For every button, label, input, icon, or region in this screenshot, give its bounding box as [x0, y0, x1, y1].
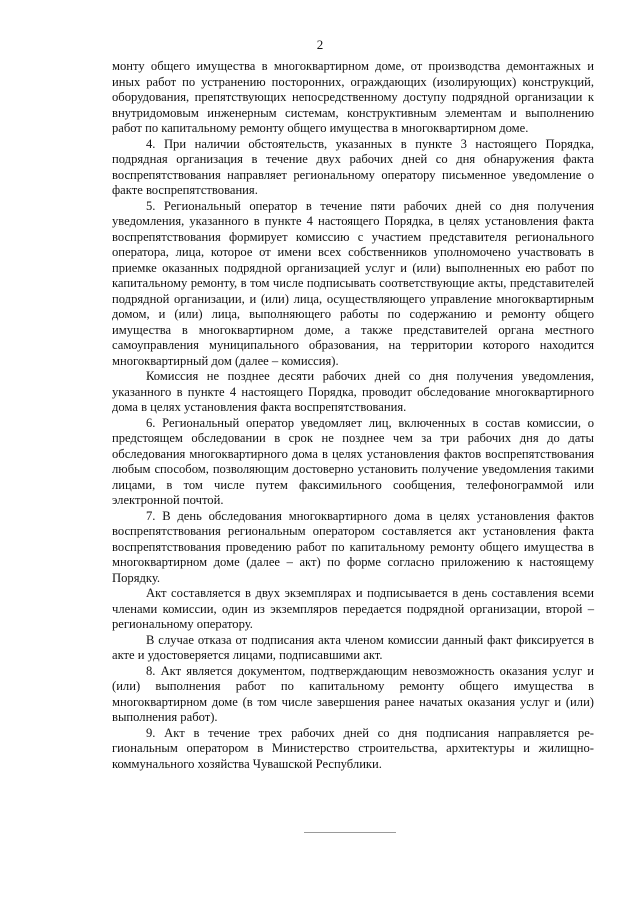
paragraph-item-5: 5. Региональный оператор в течение пяти рабочих дней со дня получения уведомления, указанного в пункте 4 настоящего Порядка, в целях установления факта воспрепятствования формирует комиссию с участием представителя регионального оператора, лица, которое от имени всех собственников уполномочено участвовать в приемке оказанных подрядной организацией услуг и (или) выполненных ею работ по капитальному ремонту, в том числе подписывать соответствующие акты, представителей подрядной организации, и (или) лица, осуществляющего управление многоквартирным домом, и (или) лица, выполняющего работы по содержанию и ремонту общего имущества в многоквартирном доме, а также представителей органа местного самоуправления муниципального образования, на территории которого находится многоквартирный дом (далее – комиссия).	[112, 198, 594, 368]
document-body	[112, 59, 594, 772]
paragraph-item-9: 9. Акт в течение трех рабочих дней со дня подписания направляется региональным оператором в Министерство строительства, архитектуры и жилищно-коммунального хозяйства Чувашской Республики.	[112, 725, 594, 771]
paragraph-refusal-to-sign: В случае отказа от подписания акта членом комиссии данный факт фиксируется в акте и удостоверяется лицами, подписавшими акт.	[112, 632, 594, 662]
paragraph-item-7: 7. В день обследования многоквартирного дома в целях установления фактов воспрепятствования региональным оператором составляется акт установления факта воспрепятствования проведению работ по капитальному ремонту общего имущества в многоквартирном доме (далее – акт) по форме согласно приложению к настоящему Порядку.	[112, 508, 594, 585]
paragraph-act-copies: Акт составляется в двух экземплярах и подписывается в день составления всеми членами комиссии, один из экземпляров передается подрядной организации, второй – региональному оператору.	[112, 586, 594, 631]
paragraph-item-8: 8. Акт является документом, подтверждающим невозможность оказания услуг и (или) выполнения работ по капитальному ремонту общего имущества в многоквартирном доме (в том числе завершения ранее начатых оказания услуг и (или) выполнения работ).	[112, 663, 594, 724]
paragraph-item-4: 4. При наличии обстоятельств, указанных в пункте 3 настоящего Порядка, подрядная организация в течение двух рабочих дней со дня обнаружения факта воспрепятствования направляет региональному оператору письменное уведомление о факте воспрепятствования.	[112, 136, 594, 197]
paragraph-item-6: 6. Региональный оператор уведомляет лиц, включенных в состав комиссии, о предстоящем обследовании в срок не позднее чем за три рабочих дня до даты обследования многоквартирного дома в целях установления фактов воспрепятствования любым способом, позволяющим достоверно установить получение уведомления такими лицами, в том числе путем факсимильного сообщения, телефонограммой или электронной почтой.	[112, 415, 594, 507]
footer-divider	[304, 832, 396, 833]
paragraph-commission-inspection: Комиссия не позднее десяти рабочих дней со дня получения уведомления, указанного в пункте 4 настоящего Порядка, проводит обследование многоквартирного дома в целях установления факта воспрепятствования.	[112, 369, 594, 414]
page-number: 2	[316, 37, 324, 52]
paragraph-continuation: монту общего имущества в многоквартирном доме, от производства демонтажных и иных работ по устранению посторонних, ограждающих (изолирующих) конструкций, оборудования, препятствующих непосредственному доступу подрядной организации к внутридомовым инженерным системам, конструктивным элементам и выполнению работ по капитальному ремонту общего имущества в многоквартирном доме.	[112, 59, 594, 135]
